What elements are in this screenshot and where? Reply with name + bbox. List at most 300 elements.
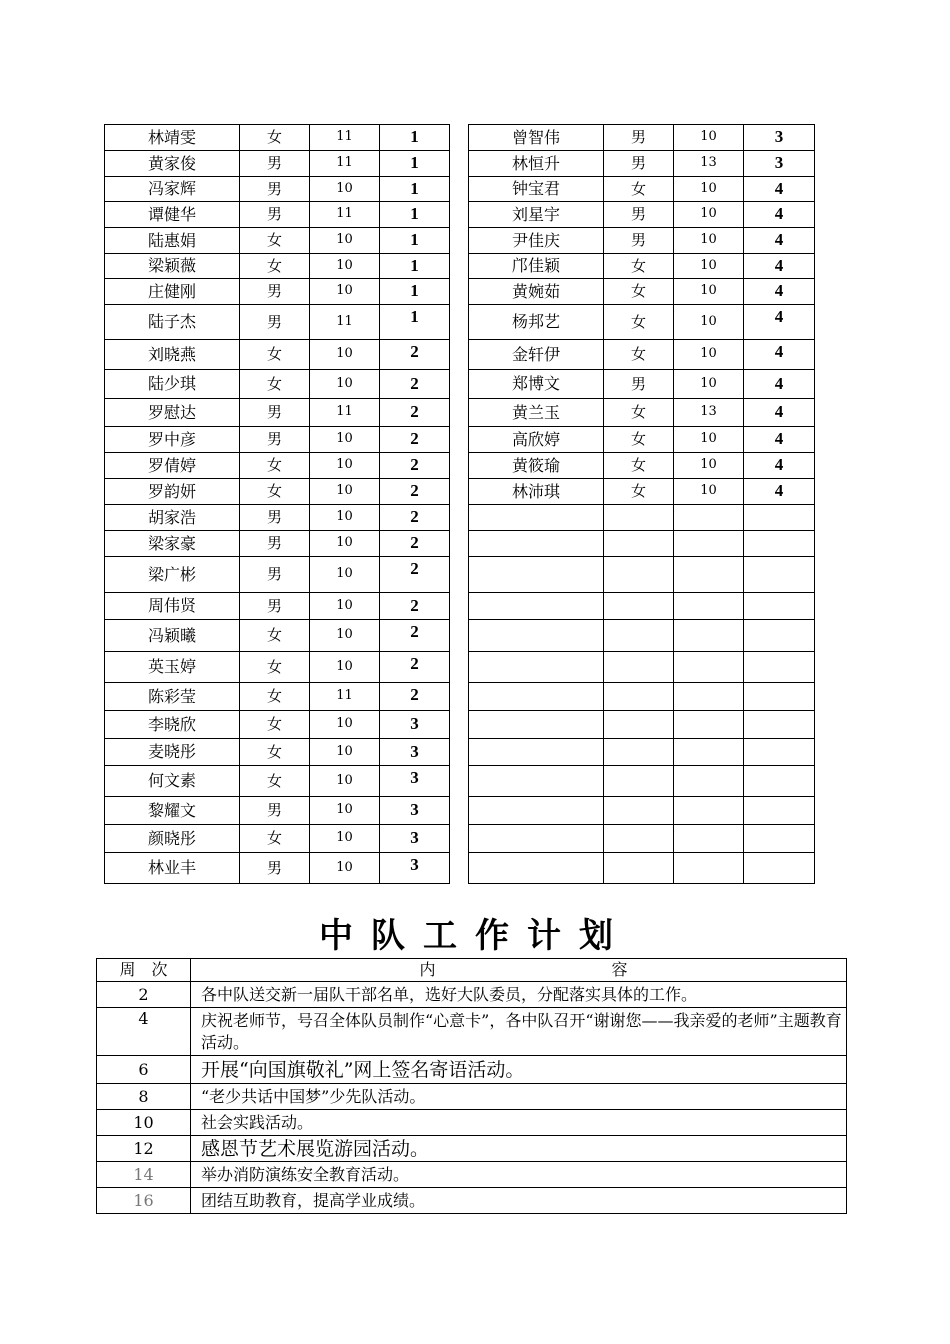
left-name-cell: 黎耀文 xyxy=(105,797,240,825)
roster-row xyxy=(105,340,815,370)
right-age-cell xyxy=(674,825,744,853)
left-age-cell: 11 xyxy=(310,683,380,711)
roster-row xyxy=(105,202,815,228)
roster-row xyxy=(105,557,815,593)
right-name-cell: 金轩伊 xyxy=(469,340,604,370)
left-num-cell: 2 xyxy=(380,479,450,505)
left-age-cell: 10 xyxy=(310,766,380,797)
plan-content-cell: 举办消防演练安全教育活动。 xyxy=(191,1162,847,1188)
left-name-cell: 罗慰达 xyxy=(105,399,240,427)
right-sex-cell: 女 xyxy=(604,427,674,453)
left-num-cell: 3 xyxy=(380,797,450,825)
left-num-cell: 2 xyxy=(380,620,450,652)
plan-body xyxy=(97,959,847,1214)
left-sex-cell: 男 xyxy=(240,177,310,202)
left-age-cell: 11 xyxy=(310,305,380,340)
column-gap xyxy=(450,652,469,683)
left-num-cell: 2 xyxy=(380,557,450,593)
roster-row xyxy=(105,228,815,254)
roster-row xyxy=(105,505,815,531)
right-name-cell xyxy=(469,825,604,853)
roster-row xyxy=(105,399,815,427)
right-name-cell xyxy=(469,797,604,825)
right-sex-cell: 男 xyxy=(604,151,674,177)
left-sex-cell: 男 xyxy=(240,305,310,340)
right-name-cell: 黄兰玉 xyxy=(469,399,604,427)
right-age-cell xyxy=(674,557,744,593)
left-name-cell: 冯家辉 xyxy=(105,177,240,202)
column-gap xyxy=(450,151,469,177)
left-name-cell: 罗中彦 xyxy=(105,427,240,453)
right-age-cell: 10 xyxy=(674,453,744,479)
right-name-cell: 刘星宇 xyxy=(469,202,604,228)
left-name-cell: 黄家俊 xyxy=(105,151,240,177)
right-sex-cell xyxy=(604,711,674,739)
right-sex-cell xyxy=(604,683,674,711)
left-num-cell: 1 xyxy=(380,125,450,151)
left-age-cell: 10 xyxy=(310,279,380,305)
plan-content-cell: 感恩节艺术展览游园活动。 xyxy=(191,1136,847,1162)
left-num-cell: 1 xyxy=(380,202,450,228)
roster-row xyxy=(105,531,815,557)
right-sex-cell: 男 xyxy=(604,370,674,399)
left-sex-cell: 男 xyxy=(240,427,310,453)
roster-row xyxy=(105,305,815,340)
roster-row xyxy=(105,177,815,202)
left-sex-cell: 男 xyxy=(240,399,310,427)
left-name-cell: 颜晓彤 xyxy=(105,825,240,853)
left-age-cell: 10 xyxy=(310,825,380,853)
right-name-cell xyxy=(469,652,604,683)
plan-week-cell: 4 xyxy=(97,1008,191,1056)
column-gap xyxy=(450,453,469,479)
right-age-cell xyxy=(674,620,744,652)
column-gap xyxy=(450,427,469,453)
left-name-cell: 谭健华 xyxy=(105,202,240,228)
left-name-cell: 林业丰 xyxy=(105,853,240,884)
column-gap xyxy=(450,620,469,652)
roster-row xyxy=(105,683,815,711)
plan-content-cell: 社会实践活动。 xyxy=(191,1110,847,1136)
plan-header-content: 内 容 xyxy=(191,959,847,982)
plan-content-cell: 庆祝老师节，号召全体队员制作“心意卡”，各中队召开“谢谢您——我亲爱的老师”主题教育活动。 xyxy=(191,1008,847,1056)
right-num-cell: 3 xyxy=(744,151,815,177)
right-num-cell xyxy=(744,711,815,739)
plan-title: 中队工作计划 xyxy=(319,916,631,956)
left-sex-cell: 女 xyxy=(240,453,310,479)
column-gap xyxy=(450,739,469,766)
plan-content-cell: 团结互助教育，提高学业成绩。 xyxy=(191,1188,847,1214)
left-num-cell: 3 xyxy=(380,853,450,884)
right-sex-cell: 女 xyxy=(604,340,674,370)
right-num-cell: 4 xyxy=(744,453,815,479)
column-gap xyxy=(450,228,469,254)
right-num-cell xyxy=(744,557,815,593)
left-num-cell: 1 xyxy=(380,177,450,202)
right-sex-cell xyxy=(604,797,674,825)
left-num-cell: 2 xyxy=(380,683,450,711)
column-gap xyxy=(450,479,469,505)
left-num-cell: 1 xyxy=(380,151,450,177)
left-age-cell: 10 xyxy=(310,228,380,254)
left-sex-cell: 女 xyxy=(240,766,310,797)
column-gap xyxy=(450,557,469,593)
left-sex-cell: 女 xyxy=(240,652,310,683)
left-num-cell: 1 xyxy=(380,305,450,340)
column-gap xyxy=(450,593,469,620)
right-sex-cell: 女 xyxy=(604,399,674,427)
roster-row xyxy=(105,797,815,825)
right-num-cell xyxy=(744,505,815,531)
left-name-cell: 罗韵妍 xyxy=(105,479,240,505)
left-num-cell: 2 xyxy=(380,505,450,531)
left-age-cell: 10 xyxy=(310,620,380,652)
column-gap xyxy=(450,399,469,427)
right-num-cell: 4 xyxy=(744,479,815,505)
roster-row xyxy=(105,593,815,620)
right-num-cell: 4 xyxy=(744,177,815,202)
column-gap xyxy=(450,766,469,797)
left-age-cell: 10 xyxy=(310,711,380,739)
column-gap xyxy=(450,853,469,884)
column-gap xyxy=(450,370,469,399)
column-gap xyxy=(450,711,469,739)
left-age-cell: 10 xyxy=(310,370,380,399)
plan-content-cell: 开展“向国旗敬礼”网上签名寄语活动。 xyxy=(191,1056,847,1084)
left-name-cell: 陆少琪 xyxy=(105,370,240,399)
plan-table xyxy=(96,958,847,1214)
left-age-cell: 10 xyxy=(310,853,380,884)
plan-week-cell: 6 xyxy=(97,1056,191,1084)
right-sex-cell xyxy=(604,531,674,557)
left-num-cell: 1 xyxy=(380,279,450,305)
left-age-cell: 11 xyxy=(310,399,380,427)
right-age-cell: 10 xyxy=(674,254,744,279)
left-age-cell: 10 xyxy=(310,427,380,453)
left-sex-cell: 男 xyxy=(240,853,310,884)
left-name-cell: 陆惠娟 xyxy=(105,228,240,254)
plan-row xyxy=(97,1188,847,1214)
right-age-cell xyxy=(674,797,744,825)
right-age-cell: 10 xyxy=(674,340,744,370)
right-name-cell xyxy=(469,853,604,884)
left-num-cell: 2 xyxy=(380,370,450,399)
left-name-cell: 陆子杰 xyxy=(105,305,240,340)
left-age-cell: 11 xyxy=(310,202,380,228)
right-age-cell: 10 xyxy=(674,125,744,151)
right-sex-cell xyxy=(604,739,674,766)
right-sex-cell: 男 xyxy=(604,202,674,228)
left-age-cell: 11 xyxy=(310,125,380,151)
right-num-cell xyxy=(744,652,815,683)
left-age-cell: 10 xyxy=(310,177,380,202)
left-name-cell: 陈彩莹 xyxy=(105,683,240,711)
left-name-cell: 胡家浩 xyxy=(105,505,240,531)
right-age-cell: 10 xyxy=(674,202,744,228)
right-age-cell: 10 xyxy=(674,228,744,254)
roster-row xyxy=(105,711,815,739)
left-name-cell: 李晓欣 xyxy=(105,711,240,739)
right-name-cell: 郑博文 xyxy=(469,370,604,399)
right-sex-cell: 女 xyxy=(604,254,674,279)
left-sex-cell: 男 xyxy=(240,202,310,228)
left-num-cell: 2 xyxy=(380,399,450,427)
left-name-cell: 冯颖曦 xyxy=(105,620,240,652)
right-name-cell: 林恒升 xyxy=(469,151,604,177)
left-age-cell: 10 xyxy=(310,797,380,825)
right-age-cell xyxy=(674,531,744,557)
right-name-cell: 钟宝君 xyxy=(469,177,604,202)
roster-row xyxy=(105,125,815,151)
right-num-cell xyxy=(744,683,815,711)
roster-row xyxy=(105,739,815,766)
right-age-cell xyxy=(674,683,744,711)
left-name-cell: 林靖雯 xyxy=(105,125,240,151)
right-age-cell: 10 xyxy=(674,279,744,305)
plan-header-week: 周 次 xyxy=(97,959,191,982)
right-name-cell xyxy=(469,620,604,652)
left-age-cell: 10 xyxy=(310,479,380,505)
right-sex-cell: 男 xyxy=(604,125,674,151)
left-age-cell: 10 xyxy=(310,652,380,683)
roster-row xyxy=(105,652,815,683)
left-sex-cell: 男 xyxy=(240,531,310,557)
right-name-cell: 杨邦艺 xyxy=(469,305,604,340)
left-sex-cell: 女 xyxy=(240,711,310,739)
roster-row xyxy=(105,620,815,652)
roster-body xyxy=(105,125,815,884)
left-num-cell: 1 xyxy=(380,228,450,254)
left-name-cell: 罗倩婷 xyxy=(105,453,240,479)
right-sex-cell: 男 xyxy=(604,228,674,254)
left-num-cell: 2 xyxy=(380,427,450,453)
plan-week-cell: 16 xyxy=(97,1188,191,1214)
left-sex-cell: 女 xyxy=(240,825,310,853)
roster-row xyxy=(105,453,815,479)
right-num-cell: 4 xyxy=(744,254,815,279)
right-num-cell xyxy=(744,593,815,620)
column-gap xyxy=(450,305,469,340)
left-age-cell: 11 xyxy=(310,151,380,177)
right-num-cell: 4 xyxy=(744,399,815,427)
column-gap xyxy=(450,177,469,202)
left-age-cell: 10 xyxy=(310,557,380,593)
column-gap xyxy=(450,797,469,825)
column-gap xyxy=(450,531,469,557)
right-num-cell xyxy=(744,531,815,557)
right-num-cell: 4 xyxy=(744,279,815,305)
plan-week-cell: 10 xyxy=(97,1110,191,1136)
right-num-cell xyxy=(744,797,815,825)
right-age-cell xyxy=(674,739,744,766)
right-sex-cell xyxy=(604,825,674,853)
right-name-cell: 邝佳颖 xyxy=(469,254,604,279)
right-num-cell xyxy=(744,620,815,652)
plan-row xyxy=(97,1136,847,1162)
plan-row xyxy=(97,982,847,1008)
plan-week-cell: 14 xyxy=(97,1162,191,1188)
plan-row xyxy=(97,1162,847,1188)
left-name-cell: 何文素 xyxy=(105,766,240,797)
roster-row xyxy=(105,766,815,797)
plan-week-cell: 12 xyxy=(97,1136,191,1162)
roster-row xyxy=(105,254,815,279)
left-num-cell: 2 xyxy=(380,453,450,479)
column-gap xyxy=(450,202,469,228)
right-num-cell: 4 xyxy=(744,370,815,399)
column-gap xyxy=(450,683,469,711)
left-name-cell: 英玉婷 xyxy=(105,652,240,683)
left-age-cell: 10 xyxy=(310,254,380,279)
right-num-cell xyxy=(744,739,815,766)
plan-header-row xyxy=(97,959,847,982)
right-name-cell xyxy=(469,683,604,711)
right-age-cell: 10 xyxy=(674,305,744,340)
right-num-cell xyxy=(744,853,815,884)
left-num-cell: 2 xyxy=(380,531,450,557)
left-num-cell: 1 xyxy=(380,254,450,279)
left-age-cell: 10 xyxy=(310,340,380,370)
roster-row xyxy=(105,151,815,177)
right-name-cell xyxy=(469,711,604,739)
right-sex-cell xyxy=(604,620,674,652)
right-num-cell: 4 xyxy=(744,202,815,228)
roster-table xyxy=(104,124,815,884)
right-num-cell: 4 xyxy=(744,427,815,453)
column-gap xyxy=(450,254,469,279)
left-sex-cell: 男 xyxy=(240,505,310,531)
plan-row xyxy=(97,1084,847,1110)
roster-row xyxy=(105,479,815,505)
plan-content-cell: 各中队送交新一届队干部名单，选好大队委员，分配落实具体的工作。 xyxy=(191,982,847,1008)
right-age-cell xyxy=(674,711,744,739)
right-num-cell: 4 xyxy=(744,340,815,370)
left-sex-cell: 女 xyxy=(240,125,310,151)
left-name-cell: 庄健刚 xyxy=(105,279,240,305)
right-name-cell xyxy=(469,766,604,797)
left-num-cell: 3 xyxy=(380,825,450,853)
right-age-cell: 10 xyxy=(674,370,744,399)
right-name-cell: 林沛琪 xyxy=(469,479,604,505)
right-sex-cell xyxy=(604,505,674,531)
left-name-cell: 刘晓燕 xyxy=(105,340,240,370)
left-name-cell: 梁广彬 xyxy=(105,557,240,593)
right-name-cell xyxy=(469,557,604,593)
right-sex-cell: 女 xyxy=(604,177,674,202)
left-age-cell: 10 xyxy=(310,453,380,479)
left-sex-cell: 女 xyxy=(240,340,310,370)
left-sex-cell: 男 xyxy=(240,557,310,593)
plan-week-cell: 8 xyxy=(97,1084,191,1110)
left-sex-cell: 女 xyxy=(240,228,310,254)
left-sex-cell: 女 xyxy=(240,479,310,505)
plan-row xyxy=(97,1110,847,1136)
right-sex-cell: 女 xyxy=(604,279,674,305)
right-name-cell: 黄筱瑜 xyxy=(469,453,604,479)
right-num-cell xyxy=(744,766,815,797)
left-num-cell: 2 xyxy=(380,593,450,620)
plan-week-cell: 2 xyxy=(97,982,191,1008)
left-name-cell: 周伟贤 xyxy=(105,593,240,620)
left-sex-cell: 女 xyxy=(240,683,310,711)
left-age-cell: 10 xyxy=(310,531,380,557)
left-sex-cell: 女 xyxy=(240,370,310,399)
right-age-cell xyxy=(674,593,744,620)
left-name-cell: 梁家豪 xyxy=(105,531,240,557)
column-gap xyxy=(450,125,469,151)
left-num-cell: 3 xyxy=(380,739,450,766)
right-age-cell xyxy=(674,853,744,884)
left-name-cell: 麦晓彤 xyxy=(105,739,240,766)
right-sex-cell: 女 xyxy=(604,453,674,479)
plan-row xyxy=(97,1056,847,1084)
roster-row xyxy=(105,427,815,453)
left-sex-cell: 男 xyxy=(240,797,310,825)
right-name-cell: 黄婉茹 xyxy=(469,279,604,305)
right-age-cell: 13 xyxy=(674,399,744,427)
right-num-cell xyxy=(744,825,815,853)
left-age-cell: 10 xyxy=(310,593,380,620)
right-name-cell: 尹佳庆 xyxy=(469,228,604,254)
right-age-cell: 10 xyxy=(674,177,744,202)
left-sex-cell: 男 xyxy=(240,593,310,620)
right-age-cell xyxy=(674,505,744,531)
left-sex-cell: 女 xyxy=(240,739,310,766)
right-name-cell: 高欣婷 xyxy=(469,427,604,453)
right-sex-cell: 女 xyxy=(604,479,674,505)
column-gap xyxy=(450,340,469,370)
left-age-cell: 10 xyxy=(310,505,380,531)
right-age-cell: 13 xyxy=(674,151,744,177)
right-num-cell: 4 xyxy=(744,228,815,254)
column-gap xyxy=(450,825,469,853)
roster-row xyxy=(105,825,815,853)
left-sex-cell: 女 xyxy=(240,620,310,652)
left-sex-cell: 男 xyxy=(240,279,310,305)
right-age-cell: 10 xyxy=(674,427,744,453)
right-age-cell xyxy=(674,652,744,683)
right-sex-cell xyxy=(604,557,674,593)
right-sex-cell xyxy=(604,593,674,620)
left-name-cell: 梁颖薇 xyxy=(105,254,240,279)
left-sex-cell: 男 xyxy=(240,151,310,177)
right-sex-cell xyxy=(604,766,674,797)
right-num-cell: 3 xyxy=(744,125,815,151)
right-sex-cell xyxy=(604,853,674,884)
right-sex-cell xyxy=(604,652,674,683)
plan-content-cell: “老少共话中国梦”少先队活动。 xyxy=(191,1084,847,1110)
right-name-cell xyxy=(469,531,604,557)
left-num-cell: 2 xyxy=(380,652,450,683)
right-num-cell: 4 xyxy=(744,305,815,340)
left-sex-cell: 女 xyxy=(240,254,310,279)
column-gap xyxy=(450,279,469,305)
right-age-cell xyxy=(674,766,744,797)
plan-row xyxy=(97,1008,847,1056)
left-num-cell: 3 xyxy=(380,711,450,739)
roster-row xyxy=(105,279,815,305)
right-age-cell: 10 xyxy=(674,479,744,505)
right-name-cell xyxy=(469,505,604,531)
column-gap xyxy=(450,505,469,531)
roster-row xyxy=(105,853,815,884)
left-num-cell: 2 xyxy=(380,340,450,370)
right-sex-cell: 女 xyxy=(604,305,674,340)
right-name-cell xyxy=(469,593,604,620)
left-age-cell: 10 xyxy=(310,739,380,766)
right-name-cell xyxy=(469,739,604,766)
right-name-cell: 曾智伟 xyxy=(469,125,604,151)
